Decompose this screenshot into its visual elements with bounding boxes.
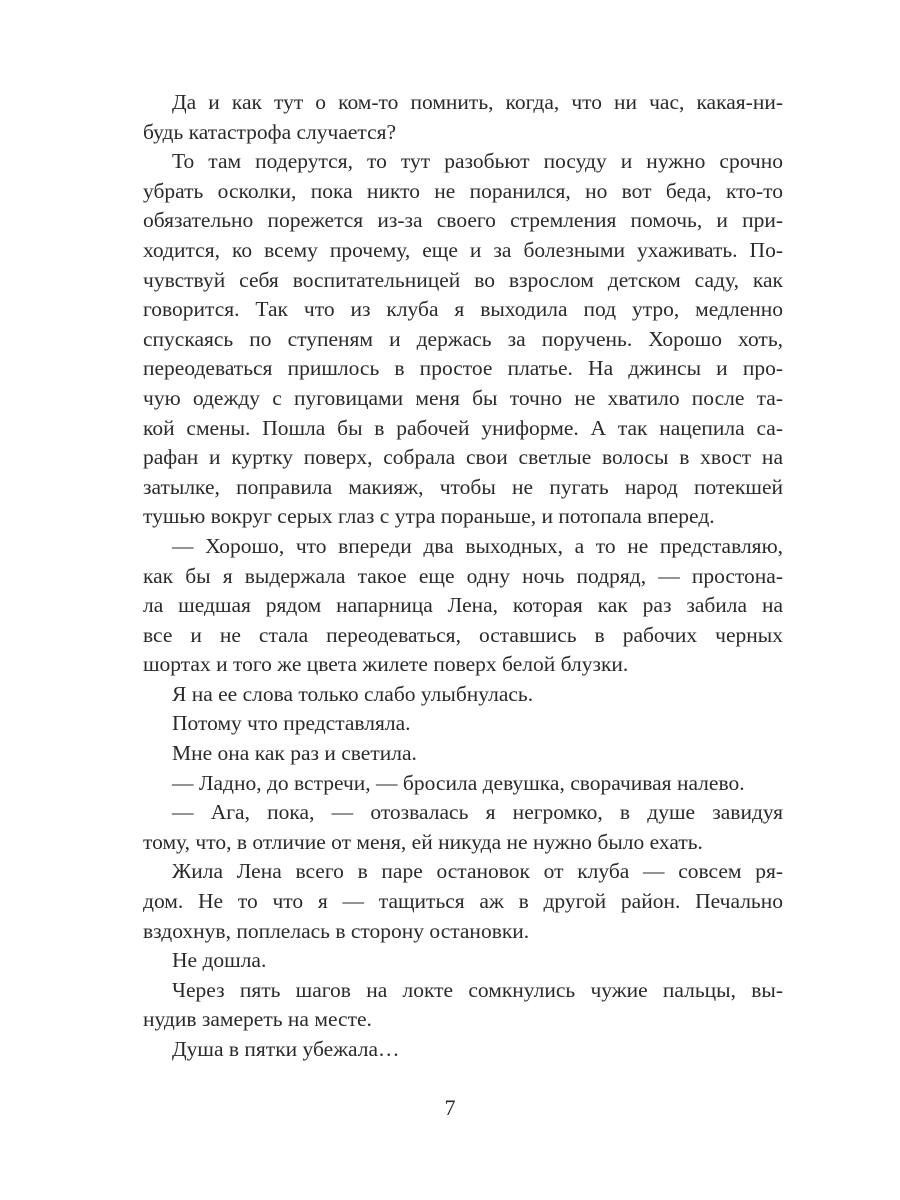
text-line: чую одежду с пуговицами меня бы точно не хватило после та- xyxy=(143,385,783,410)
text-line: кой смены. Пошла бы в рабочей униформе. А так нацепила са- xyxy=(143,415,783,440)
text-line: Потому что представляла. xyxy=(172,711,411,736)
text-line: спускаясь по ступеням и держась за поручень. Хорошо хоть, xyxy=(143,326,783,351)
text-line: как бы я выдержала такое еще одну ночь подряд, — простона- xyxy=(143,563,783,588)
paragraph xyxy=(143,680,783,710)
text-line: затылке, поправила макияж, чтобы не пугать народ потекшей xyxy=(143,474,783,499)
text-line: То там подерутся, то тут разобьют посуду и нужно срочно xyxy=(172,149,783,174)
text-line: — Хорошо, что впереди два выходных, а то не представляю, xyxy=(172,533,783,558)
paragraph xyxy=(143,532,783,680)
text-line: убрать осколки, пока никто не поранился, но вот беда, кто-то xyxy=(143,178,783,203)
text-line: вздохнув, поплелась в сторону остановки. xyxy=(143,918,530,943)
text-line: говорится. Так что из клуба я выходила под утро, медленно xyxy=(143,297,783,322)
paragraph xyxy=(143,769,783,799)
text-line: чувствуй себя воспитательницей во взрослом детском саду, как xyxy=(143,267,783,292)
text-line: все и не стала переодеваться, оставшись в рабочих черных xyxy=(143,622,783,647)
paragraph xyxy=(143,857,783,946)
text-line: ходится, ко всему прочему, еще и за болезными ухаживать. По- xyxy=(143,237,783,262)
text-line: нудив замереть на месте. xyxy=(143,1007,372,1032)
book-page-text xyxy=(143,88,783,1065)
text-line: рафан и куртку поверх, собрала свои светлые волосы в хвост на xyxy=(143,445,783,470)
text-line: — Ага, пока, — отозвалась я негромко, в душе завидуя xyxy=(172,800,783,825)
paragraph xyxy=(143,709,783,739)
text-line: будь катастрофа случается? xyxy=(143,119,397,144)
text-line: дом. Не то что я — тащиться аж в другой район. Печально xyxy=(143,889,783,914)
text-line: ла шедшая рядом напарница Лена, которая как раз забила на xyxy=(143,593,783,618)
text-line: Душа в пятки убежала… xyxy=(172,1037,400,1061)
paragraph xyxy=(143,88,783,147)
paragraph xyxy=(143,1035,783,1065)
text-line: — Ладно, до встречи, — бросила девушка, сворачивая налево. xyxy=(172,770,745,795)
text-line: Да и как тут о ком-то помнить, когда, что ни час, какая-ни- xyxy=(172,90,783,114)
paragraph xyxy=(143,798,783,857)
paragraph xyxy=(143,946,783,976)
page-number: 7 xyxy=(444,1095,456,1120)
text-line: Через пять шагов на локте сомкнулись чужие пальцы, вы- xyxy=(172,977,783,1002)
paragraph xyxy=(143,976,783,1035)
text-line: Жила Лена всего в паре остановок от клуба — совсем ря- xyxy=(172,859,783,884)
text-line: шортах и того же цвета жилете поверх белой блузки. xyxy=(143,652,629,677)
text-line: переодеваться пришлось в простое платье. На джинсы и про- xyxy=(143,356,783,381)
text-line: Я на ее слова только слабо улыбнулась. xyxy=(172,681,534,706)
text-line: Мне она как раз и светила. xyxy=(172,741,417,766)
text-line: тому, что, в отличие от меня, ей никуда не нужно было ехать. xyxy=(143,829,703,854)
text-line: обязательно порежется из-за своего стремления помочь, и при- xyxy=(143,208,783,233)
paragraph xyxy=(143,739,783,769)
paragraph xyxy=(143,147,783,532)
text-line: Не дошла. xyxy=(172,948,267,973)
text-line: тушью вокруг серых глаз с утра пораньше, и потопала вперед. xyxy=(143,504,715,529)
